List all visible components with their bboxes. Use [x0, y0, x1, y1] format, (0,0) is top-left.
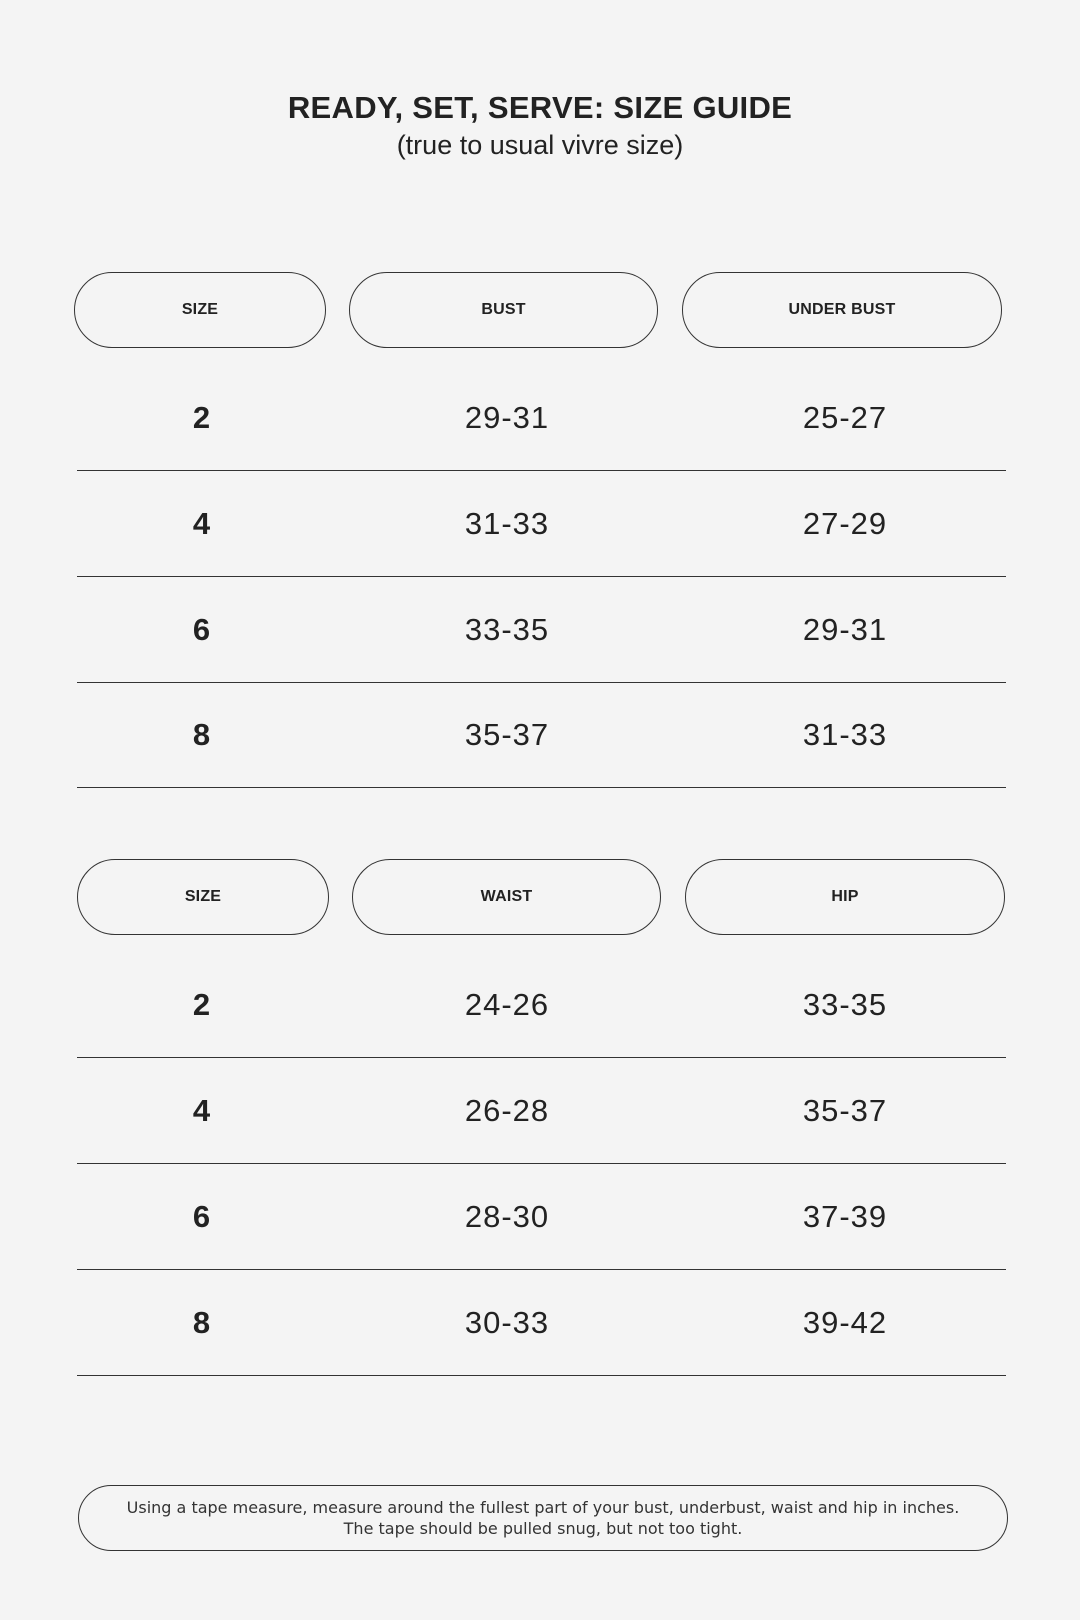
bust-cell: 31-33	[464, 505, 550, 541]
under-bust-cell: 29-31	[802, 611, 888, 647]
hip-cell: 37-39	[802, 1198, 888, 1234]
size-cell: 4	[192, 505, 212, 541]
header-waist: WAIST	[352, 859, 661, 935]
table-row	[77, 1164, 1006, 1270]
hip-cell: 35-37	[802, 1092, 888, 1128]
header-hip: HIP	[685, 859, 1005, 935]
table-row	[77, 1058, 1006, 1164]
instructions-line-1: Using a tape measure, measure around the fullest part of your bust, underbust, waist and hip in inches.	[126, 1498, 960, 1517]
bust-cell: 35-37	[464, 716, 550, 752]
table-row	[77, 1270, 1006, 1376]
waist-cell: 30-33	[464, 1304, 550, 1340]
size-cell: 8	[192, 716, 212, 752]
size-cell: 2	[192, 986, 212, 1022]
hip-cell: 39-42	[802, 1304, 888, 1340]
bust-cell: 33-35	[464, 611, 550, 647]
under-bust-cell: 31-33	[802, 716, 888, 752]
header-bust: BUST	[349, 272, 658, 348]
table-row	[77, 471, 1006, 577]
bust-cell: 29-31	[464, 399, 550, 435]
header-size: SIZE	[77, 859, 329, 935]
page-subtitle: (true to usual vivre size)	[396, 130, 684, 160]
header-under-bust: UNDER BUST	[682, 272, 1002, 348]
header-size: SIZE	[74, 272, 326, 348]
measuring-instructions	[78, 1485, 1008, 1551]
table-row	[77, 952, 1006, 1058]
size-cell: 2	[192, 399, 212, 435]
hip-cell: 33-35	[802, 986, 888, 1022]
table-row	[77, 577, 1006, 683]
waist-cell: 26-28	[464, 1092, 550, 1128]
size-cell: 6	[192, 611, 212, 647]
waist-cell: 24-26	[464, 986, 550, 1022]
under-bust-cell: 25-27	[802, 399, 888, 435]
size-cell: 6	[192, 1198, 212, 1234]
page-title: READY, SET, SERVE: SIZE GUIDE	[287, 90, 793, 125]
waist-cell: 28-30	[464, 1198, 550, 1234]
size-cell: 8	[192, 1304, 212, 1340]
table-row	[77, 682, 1006, 788]
size-cell: 4	[192, 1092, 212, 1128]
instructions-line-2: The tape should be pulled snug, but not too tight.	[343, 1519, 743, 1538]
under-bust-cell: 27-29	[802, 505, 888, 541]
table-row	[77, 365, 1006, 471]
